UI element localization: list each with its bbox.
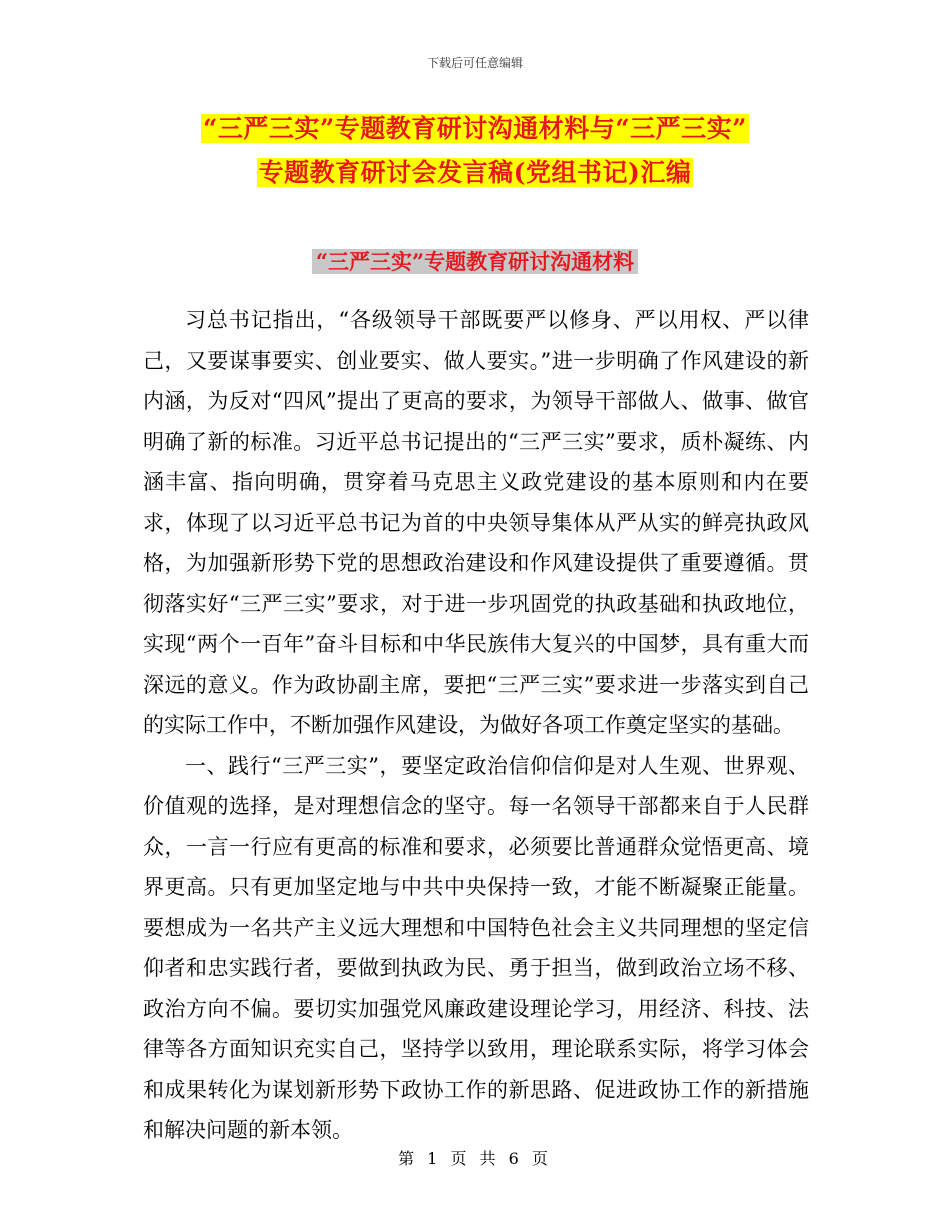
document-title-line-2: [0, 154, 950, 192]
paragraph-1: 习总书记指出，“各级领导干部既要严以修身、严以用权、严以律己，又要谋事要实、创业要实、做人要实。”进一步明确了作风建设的新内涵，为反对“四风”提出了更高的要求，为领导干部做人、做事、做官明确了新的标准。习近平总书记提出的“三严三实”要求，质朴凝练、内涵丰富、指向明确，贯穿着马克思主义政党建设的基本原则和内在要求，体现了以习近平总书记为首的中央领导集体从严从实的鲜亮执政风格，为加强新形势下党的思想政治建设和作风建设提供了重要遵循。贯彻落实好“三严三实”要求，对于进一步巩固党的执政基础和执政地位，实现“两个一百年”奋斗目标和中华民族伟大复兴的中国梦，具有重大而深远的意义。作为政协副主席，要把“三严三实”要求进一步落实到自己的实际工作中，不断加强作风建设，为做好各项工作奠定坚实的基础。: [143, 308, 809, 737]
paragraph-2: 一、践行“三严三实”，要坚定政治信仰信仰是对人生观、世界观、价值观的选择，是对理想信念的坚守。每一名领导干部都来自于人民群众，一言一行应有更高的标准和要求，必须要比普通群众觉悟更高、境界更高。只有更加坚定地与中共中央保持一致，才能不断凝聚正能量。要想成为一名共产主义远大理想和中国特色社会主义共同理想的坚定信仰者和忠实践行者，要做到执政为民、勇于担当，做到政治立场不移、政治方向不偏。要切实加强党风廉政建设理论学习，用经济、科技、法律等各方面知识充实自己，坚持学以致用，理论联系实际，将学习体会和成果转化为谋划新形势下政协工作的新思路、促进政协工作的新措施和解决问题的新本领。: [143, 753, 809, 1142]
section-title-text: “三严三实”专题教育研讨沟通材料: [312, 249, 638, 274]
title-line-2-text: 专题教育研讨会发言稿(党组书记)汇编: [258, 158, 692, 187]
title-line-1-text: “三严三实”专题教育研讨沟通材料与“三严三实”: [202, 114, 748, 143]
document-title-line-1: [0, 110, 950, 148]
document-body: [143, 300, 809, 1151]
header-note: 下载后可任意编辑: [426, 56, 523, 70]
page-footer: 第 1 页 共 6 页: [398, 1149, 552, 1168]
section-title: [0, 245, 950, 279]
